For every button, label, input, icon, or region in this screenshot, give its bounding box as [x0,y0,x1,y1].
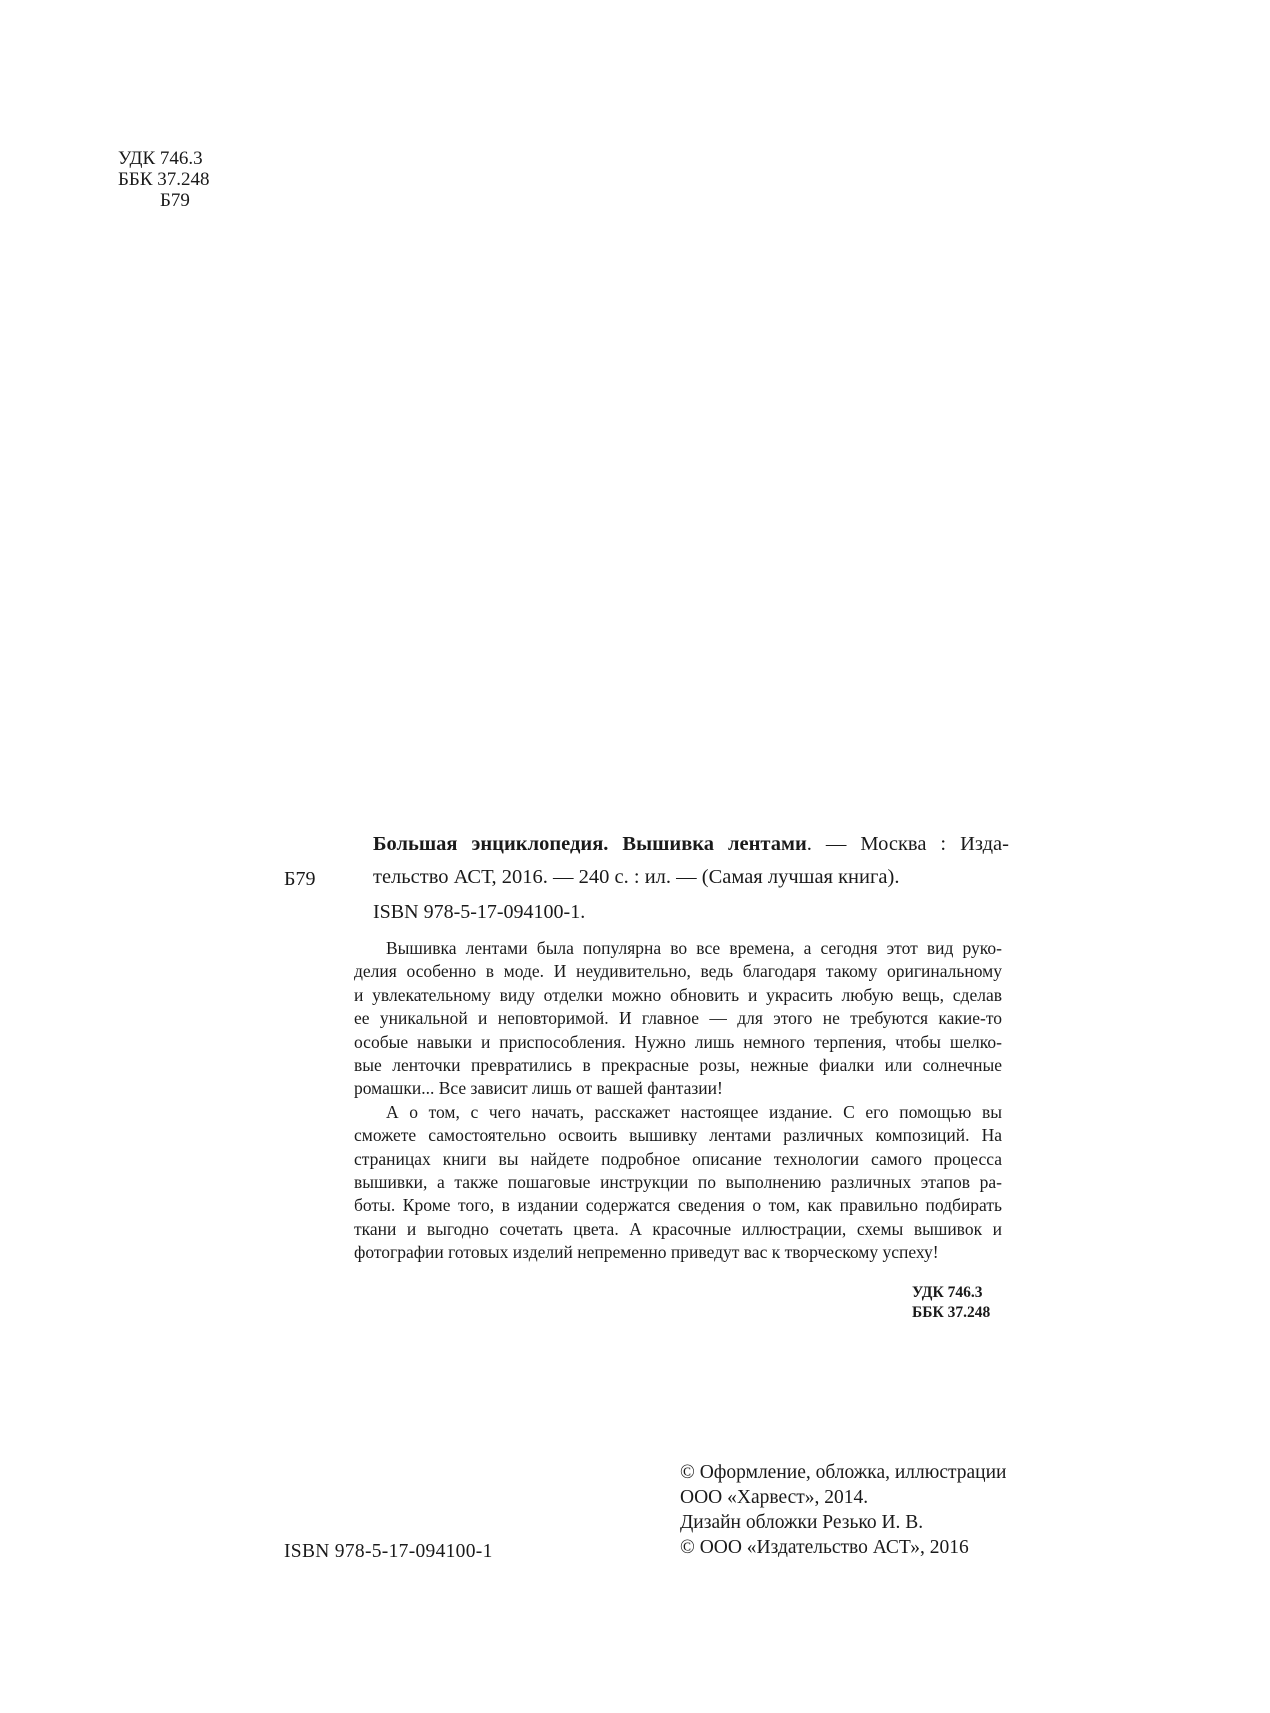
annotation-line: особые навыки и приспособления. Нужно лишь немного терпения, чтобы шелко- [354,1031,1002,1052]
copyright-block [680,1460,1006,1560]
author-mark: Б79 [160,190,190,211]
annotation-line: А о том, с чего начать, расскажет настоящее издание. С его помощью вы [386,1101,1002,1122]
isbn-bottom: ISBN 978-5-17-094100-1 [284,1541,493,1562]
annotation-line: фотографии готовых изделий непременно приведут вас к творческому успеху! [354,1242,939,1263]
bibliographic-line-1 [373,828,1009,861]
bibliographic-record [373,828,1009,894]
bibliographic-line-1-rest: . — Москва : Изда- [806,833,1009,855]
annotation [354,937,1002,1265]
copyright-line: © Оформление, обложка, иллюстрации [680,1462,1007,1483]
annotation-line: ромашки... Все зависит лишь от вашей фантазии! [354,1078,723,1099]
annotation-line: ее уникальной и неповторимой. И главное — для этого не требуются какие-то [354,1008,1002,1029]
classification-codes-footer [912,1283,990,1323]
annotation-line: делия особенно в моде. И неудивительно, ведь благодаря такому оригинальному [354,961,1002,982]
annotation-line: боты. Кроме того, в издании содержатся сведения о том, как правильно подбирать [354,1195,1002,1216]
copyright-line: ООО «Харвест», 2014. [680,1487,869,1508]
annotation-line: страницах книги вы найдете подробное описание технологии самого процесса [354,1148,1002,1169]
udk-code-footer: УДК 746.3 [912,1284,983,1301]
annotation-line: сможете самостоятельно освоить вышивку лентами различных композиций. На [354,1125,1002,1146]
udk-code: УДК 746.3 [118,148,203,169]
bibliographic-line-2: тельство АСТ, 2016. — 240 с. : ил. — (Самая лучшая книга). [373,866,900,888]
bibliography-author-mark: Б79 [284,868,316,890]
bbk-code-footer: ББК 37.248 [912,1304,991,1321]
annotation-line: и увлекательному виду отделки можно обновить и украсить любую вещь, сделав [354,984,1002,1005]
annotation-line: вышивки, а также пошаговые инструкции по выполнению различных этапов ра- [354,1172,1002,1193]
classification-codes-header [118,148,210,211]
copyright-line: Дизайн обложки Резько И. В. [680,1512,924,1533]
isbn-record: ISBN 978-5-17-094100-1. [373,901,586,923]
annotation-line: ткани и выгодно сочетать цвета. А красочные иллюстрации, схемы вышивок и [354,1218,1002,1239]
bbk-code: ББК 37.248 [118,169,210,190]
book-title: Большая энциклопедия. Вышивка лентами [373,833,807,855]
annotation-line: вые ленточки превратились в прекрасные розы, нежные фиалки или солнечные [354,1055,1002,1076]
copyright-line: © ООО «Издательство АСТ», 2016 [680,1537,969,1558]
annotation-line: Вышивка лентами была популярна во все времена, а сегодня этот вид руко- [386,938,1002,958]
